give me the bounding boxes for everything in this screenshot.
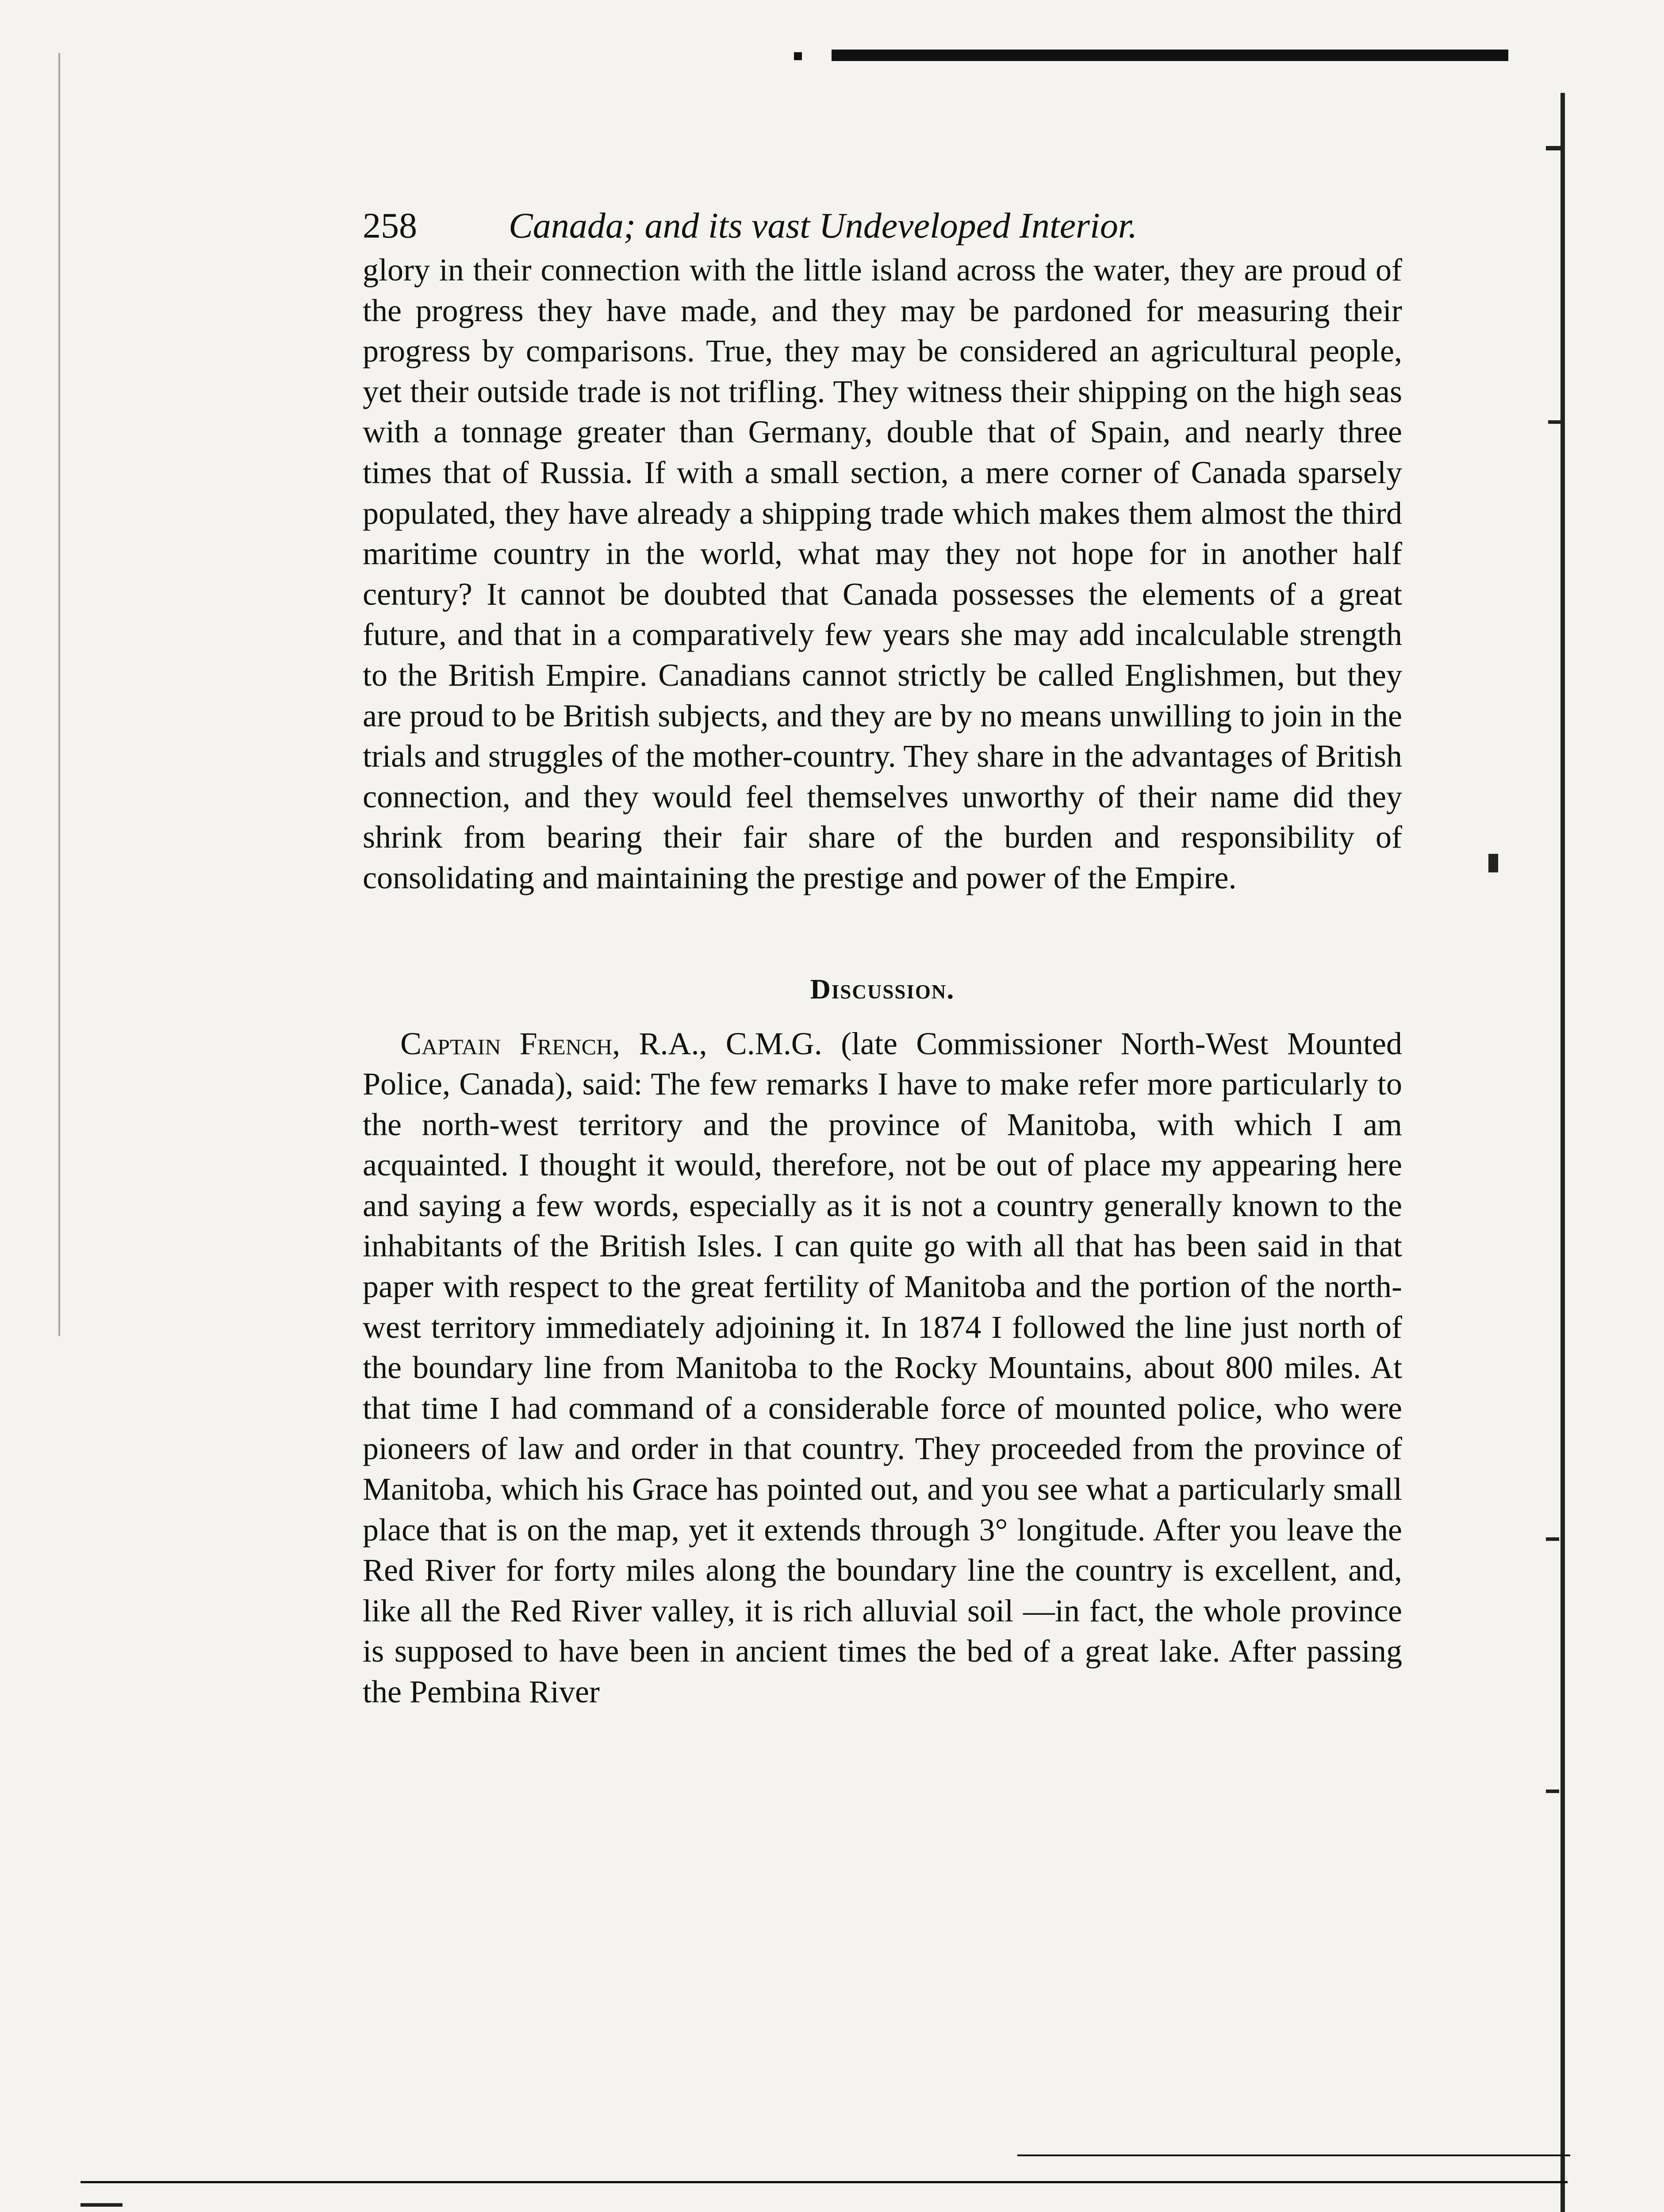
scan-mark (81, 2203, 123, 2207)
scan-bottom-rule-upper (1017, 2154, 1570, 2156)
scan-top-dot (794, 52, 802, 60)
scan-top-bar (832, 50, 1508, 61)
scan-mark (1546, 1537, 1559, 1541)
body-paragraph: glory in their connection with the little island across the water, they are proud of the progress they have made, and they may be pardoned for measuring their progress by comparisons. True, they may be considered an agricultural people, yet their outside trade is not trifling. They witness their shipping on the high seas with a tonnage greater than Germany, double that of Spain, and nearly three times that of Russia. If with a small section, a mere corner of Canada sparsely populated, they have already a shipping trade which makes them almost the third maritime country in the world, what may they not hope for in another half century? It cannot be doubted that Canada possesses the elements of a great future, and that in a comparatively few years she may add incalculable strength to the British Empire. Canadians cannot strictly be called Englishmen, but they are proud to be British subjects, and they are by no means unwilling to join in the trials and struggles of the mother-country. They share in the advantages of British connection, and they would feel themselves unworthy of their name did they shrink from bearing their fair share of the burden and responsibility of consolidating and maintaining the prestige and power of the Empire. (363, 252, 1402, 895)
page-number: 258 (363, 205, 417, 246)
scan-bottom-rule (81, 2181, 1568, 2183)
scan-mark (1488, 854, 1498, 872)
book-page (363, 201, 1402, 1713)
speaker-name: Captain French (400, 1025, 613, 1061)
scan-mark (1548, 420, 1561, 424)
discussion-text: , R.A., C.M.G. (late Commissioner North-West Mounted Police, Canada), said: The few remarks I have to make refer more particularly to the north-west territory and the province of Manitoba, with which I am acquainted. I thought it would, therefore, not be out of place my appearing here and saying a few words, especially as it is not a country generally known to the inhabitants of the British Isles. I can quite go with all that has been said in that paper with respect to the great fertility of Manitoba and the portion of the north-west territory immediately adjoining it. In 1874 I followed the line just north of the boundary line from Manitoba to the Rocky Mountains, about 800 miles. At that time I had command of a considerable force of mounted police, who were pioneers of law and order in that country. They proceeded from the province of Manitoba, which his Grace has pointed out, and you see what a particularly small place that is on the map, yet it extends through 3° longitude. After you leave the Red River for forty miles along the boundary line the country is excellent, and, like all the Red River valley, it is rich alluvial soil —in fact, the whole province is supposed to have been in ancient times the bed of a great lake. After passing the Pembina River (363, 1025, 1402, 1709)
discussion-paragraph (363, 1024, 1402, 1713)
discussion-heading: Discussion. (810, 973, 955, 1005)
scan-mark (1546, 146, 1563, 150)
scan-right-edge (1560, 93, 1565, 2212)
running-title: Canada; and its vast Undeveloped Interior. (509, 205, 1138, 246)
scan-left-edge (58, 53, 60, 1336)
running-head (363, 201, 1402, 250)
scan-mark (1546, 1790, 1559, 1793)
